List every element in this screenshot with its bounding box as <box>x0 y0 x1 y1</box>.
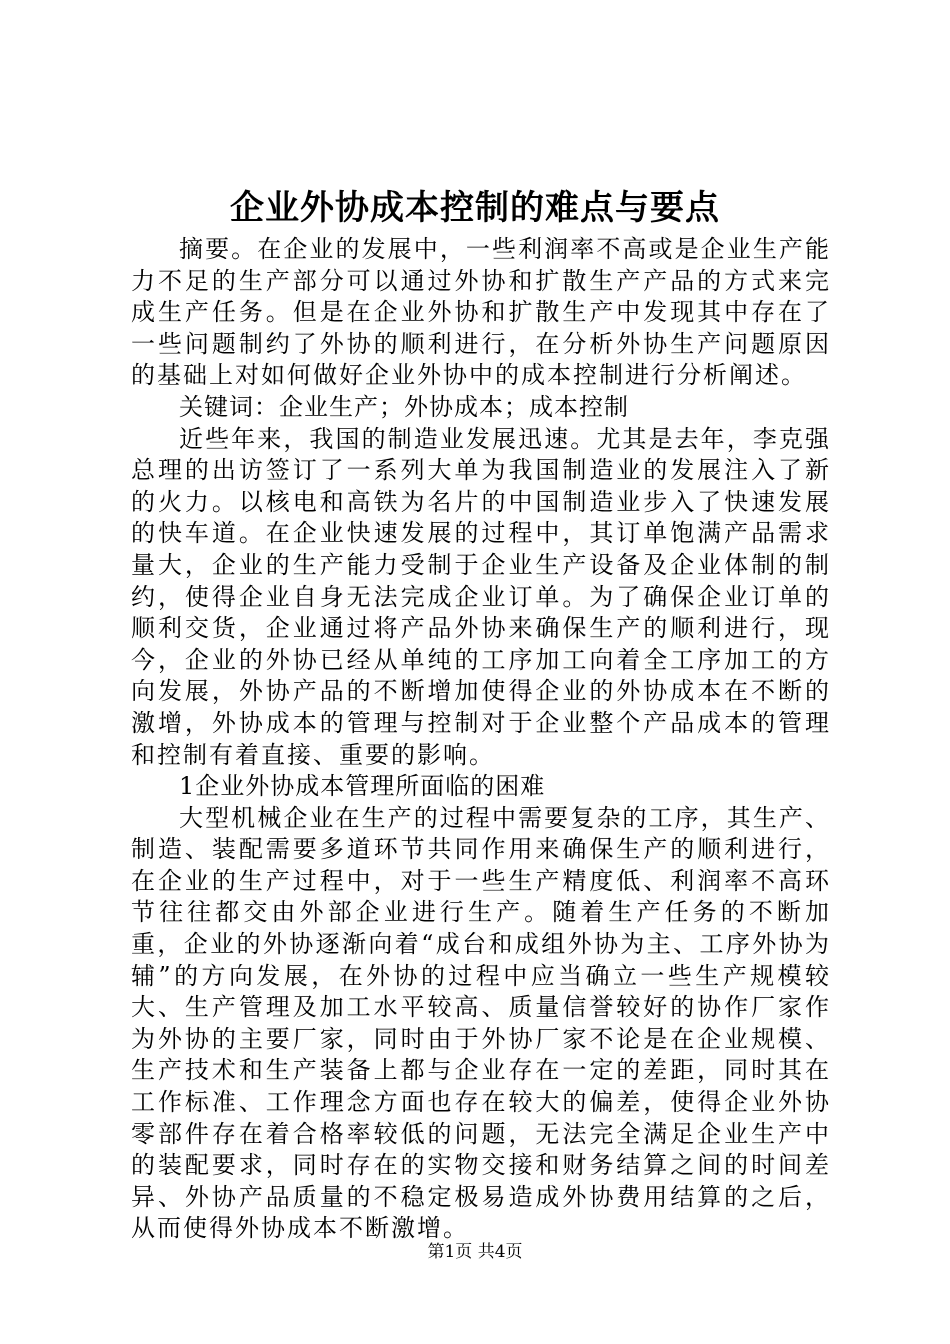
keywords-line: 关键词：企业生产；外协成本；成本控制 <box>179 392 629 421</box>
intro-paragraph: 近些年来，我国的制造业发展迅速。尤其是去年，李克强总理的出访签订了一系列大单为我国制造业的发展注入了新的火力。以核电和高铁为名片的中国制造业步入了快速发展的快车道。在企业快速发展的过程中，其订单饱满产品需求量大，企业的生产能力受制于企业生产设备及企业体制的制约，使得企业自身无法完成企业订单。为了确保企业订单的顺利交货，企业通过将产品外协来确保生产的顺利进行，现今，企业的外协已经从单纯的工序加工向着全工序加工的方向发展，外协产品的不断增加使得企业的外协成本在不断的激增，外协成本的管理与控制对于企业整个产品成本的管理和控制有着直接、重要的影响。 <box>131 424 831 769</box>
section-paragraph: 大型机械企业在生产的过程中需要复杂的工序，其生产、制造、装配需要多道环节共同作用来确保生产的顺利进行，在企业的生产过程中，对于一些生产精度低、利润率不高环节往往都交由外部企业进行生产。随着生产任务的不断加重，企业的外协逐渐向着“成台和成组外协为主、工序外协为辅”的方向发展，在外协的过程中应当确立一些生产规模较大、生产管理及加工水平较高、质量信誉较好的协作厂家作为外协的主要厂家，同时由于外协厂家不论是在企业规模、生产技术和生产装备上都与企业存在一定的差距，同时其在工作标准、工作理念方面也存在较大的偏差，使得企业外协零部件存在着合格率较低的问题，无法完全满足企业生产中的装配要求，同时存在的实物交接和财务结算之间的时间差异、外协产品质量的不稳定极易造成外协费用结算的之后，从而使得外协成本不断激增。 <box>131 803 831 1243</box>
document-body <box>131 234 831 1245</box>
section-heading: 1企业外协成本管理所面临的困难 <box>179 772 546 801</box>
abstract-paragraph: 摘要。在企业的发展中，一些利润率不高或是企业生产能力不足的生产部分可以通过外协和扩散生产产品的方式来完成生产任务。但是在企业外协和扩散生产中发现其中存在了一些问题制约了外协的顺利进行，在分析外协生产问题原因的基础上对如何做好企业外协中的成本控制进行分析阐述。 <box>131 235 831 390</box>
page-footer: 第1页 共4页 <box>427 1242 523 1262</box>
document-title: 企业外协成本控制的难点与要点 <box>230 188 720 228</box>
